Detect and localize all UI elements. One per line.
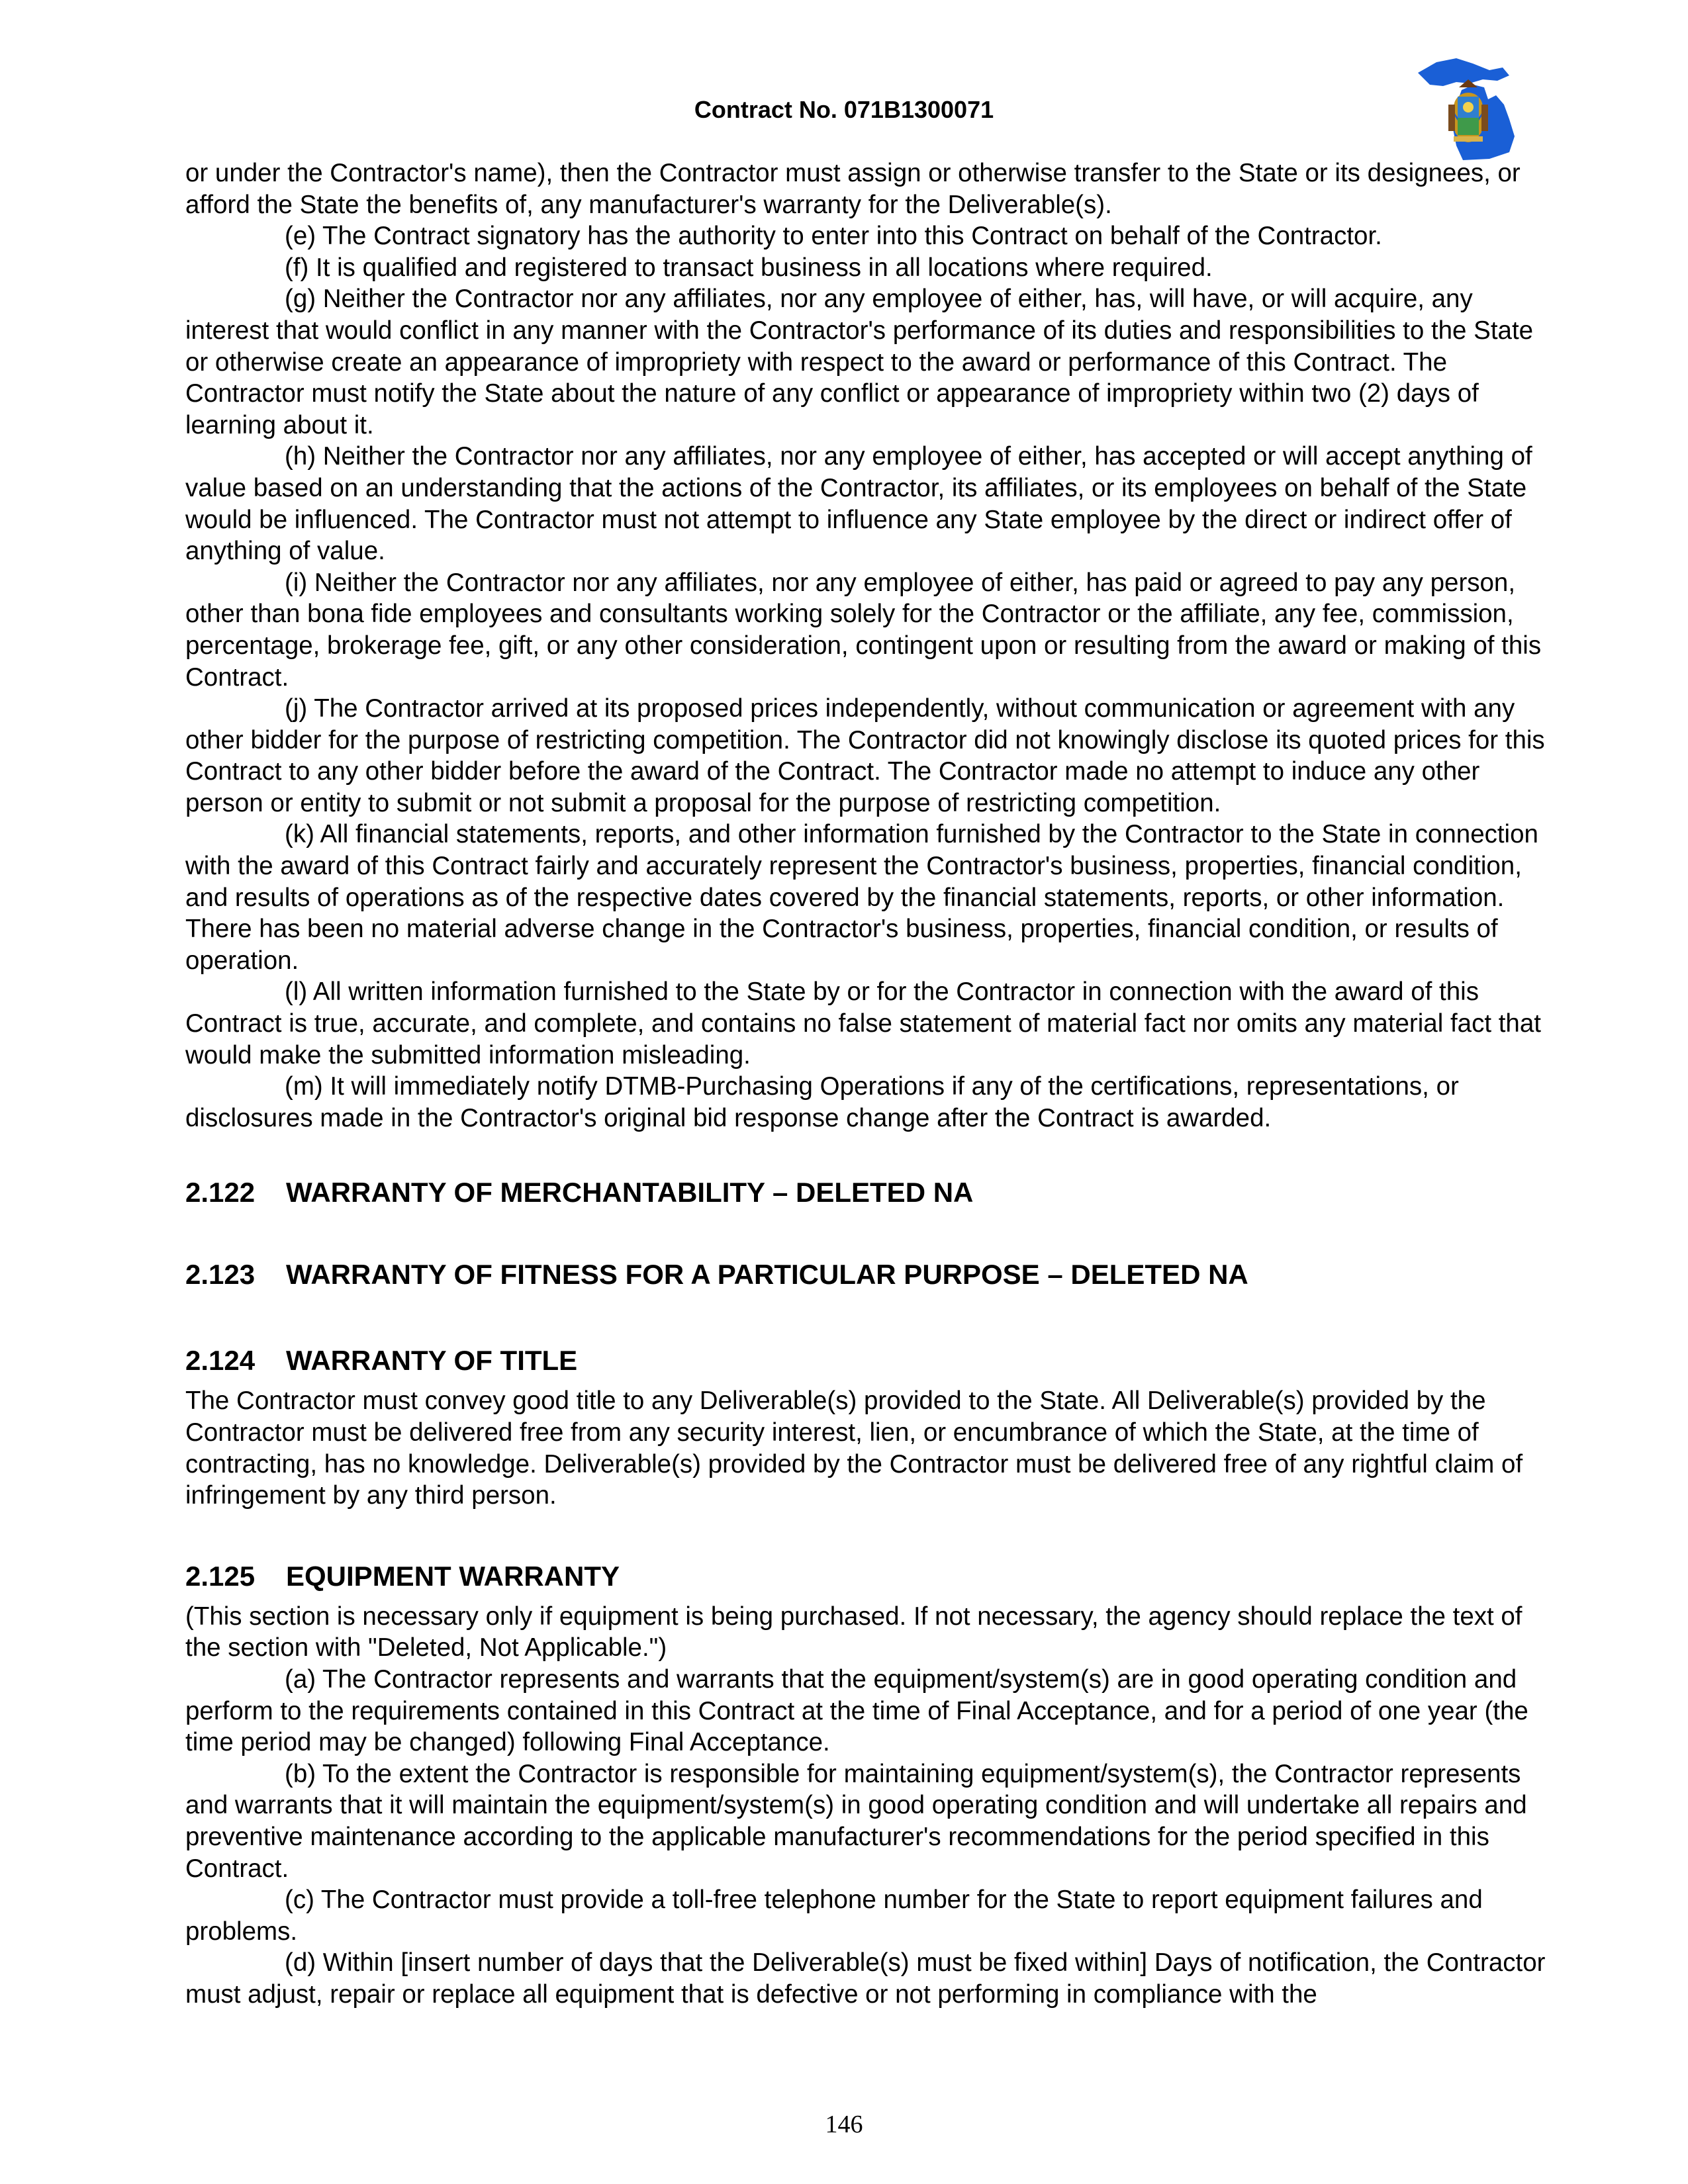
section-heading-2122 <box>185 1176 1549 1209</box>
section-body: The Contractor must convey good title to any Deliverable(s) provided to the State. All Deliverable(s) provided by the Contractor must be delivered free from any security interest, lien, or encumbrance of which the State, at the time of contracting, has no knowledge. Deliverable(s) provided by the Contractor must be delivered free of any rightful claim of infringement by any third person. <box>185 1387 1523 1510</box>
list-item: (a) The Contractor represents and warrants that the equipment/system(s) are in good operating condition and perform to the requirements contained in this Contract at the time of Final Acceptance, and for a period of one year (the time period may be changed) following Final Acceptance. <box>185 1664 1528 1757</box>
page-number: 146 <box>825 2111 863 2138</box>
section-heading-2124 <box>185 1344 1549 1377</box>
section-heading-2125 <box>185 1560 1549 1593</box>
section-intro: (This section is necessary only if equipment is being purchased. If not necessary, the agency should replace the text of the section with "Deleted, Not Applicable.") <box>185 1602 1523 1662</box>
section-number: 2.123 <box>185 1259 256 1291</box>
section-title: WARRANTY OF FITNESS FOR A PARTICULAR PURPOSE – DELETED NA <box>286 1259 1248 1291</box>
list-item: (d) Within [insert number of days that the Deliverable(s) must be fixed within] Days of notification, the Contractor must adjust, repair or replace all equipment that is defective or not performing in compliance with the <box>185 1948 1546 2009</box>
section-title: EQUIPMENT WARRANTY <box>286 1560 620 1592</box>
document-body <box>185 158 1549 2011</box>
list-item: (j) The Contractor arrived at its proposed prices independently, without communication or agreement with any other bidder for the purpose of restricting competition. The Contractor did not knowingly disclose its quoted prices for this Contract to any other bidder before the award of the Contract. The Contractor made no attempt to induce any other person or entity to submit or not submit a proposal for the purpose of restricting competition. <box>185 694 1545 817</box>
michigan-state-seal-icon <box>1410 53 1526 165</box>
list-item: (c) The Contractor must provide a toll-free telephone number for the State to report equipment failures and problems. <box>185 1886 1483 1946</box>
list-item: (i) Neither the Contractor nor any affiliates, nor any employee of either, has paid or agreed to pay any person, other than bona fide employees and consultants working solely for the Contractor or the affiliate, any fee, commission, percentage, brokerage fee, gift, or any other consideration, contingent upon or resulting from the award or making of this Contract. <box>185 568 1542 692</box>
section-title: WARRANTY OF MERCHANTABILITY – DELETED NA <box>286 1177 974 1208</box>
section-number: 2.122 <box>185 1177 256 1208</box>
list-item: (l) All written information furnished to the State by or for the Contractor in connection with the award of this Contract is true, accurate, and complete, and contains no false statement of material fact nor omits any material fact that would make the submitted information misleading. <box>185 978 1541 1069</box>
list-item: (m) It will immediately notify DTMB-Purchasing Operations if any of the certifications, representations, or disclosures made in the Contractor's original bid response change after the Contract is awarded. <box>185 1072 1459 1132</box>
list-item: (g) Neither the Contractor nor any affiliates, nor any employee of either, has, will have, or will acquire, any interest that would conflict in any manner with the Contractor's performance of its duties and responsibilities to the State or otherwise create an appearance of impropriety with respect to the award or performance of this Contract. The Contractor must notify the State about the nature of any conflict or appearance of impropriety within two (2) days of learning about it. <box>185 285 1534 439</box>
list-item: (e) The Contract signatory has the authority to enter into this Contract on behalf of the Contractor. <box>285 222 1382 251</box>
section-heading-2123 <box>185 1258 1549 1291</box>
contract-number-header: Contract No. 071B1300071 <box>694 96 994 123</box>
list-item: (b) To the extent the Contractor is responsible for maintaining equipment/system(s), the Contractor represents and warrants that it will maintain the equipment/system(s) in good operating condition and will undertake all repairs and preventive maintenance according to the applicable manufacturer's recommendations for the period specified in this Contract. <box>185 1759 1527 1883</box>
continuation-paragraph: or under the Contractor's name), then the Contractor must assign or otherwise transfer to the State or its designees, or afford the State the benefits of, any manufacturer's warranty for the Deliverable(s). <box>185 159 1521 219</box>
list-item: (k) All financial statements, reports, and other information furnished by the Contractor to the State in connection with the award of this Contract fairly and accurately represent the Contractor's business, properties, financial condition, and results of operations as of the respective dates covered by the financial statements, reports, or other information. There has been no material adverse change in the Contractor's business, properties, financial condition, or results of operation. <box>185 820 1538 975</box>
section-number: 2.124 <box>185 1345 256 1377</box>
list-item: (h) Neither the Contractor nor any affiliates, nor any employee of either, has accepted or will accept anything of value based on an understanding that the actions of the Contractor, its affiliates, or its employees on behalf of the State would be influenced. The Contractor must not attempt to influence any State employee by the direct or indirect offer of anything of value. <box>185 442 1532 566</box>
list-item: (f) It is qualified and registered to transact business in all locations where required. <box>285 253 1213 282</box>
section-number: 2.125 <box>185 1560 256 1592</box>
section-title: WARRANTY OF TITLE <box>286 1345 578 1377</box>
